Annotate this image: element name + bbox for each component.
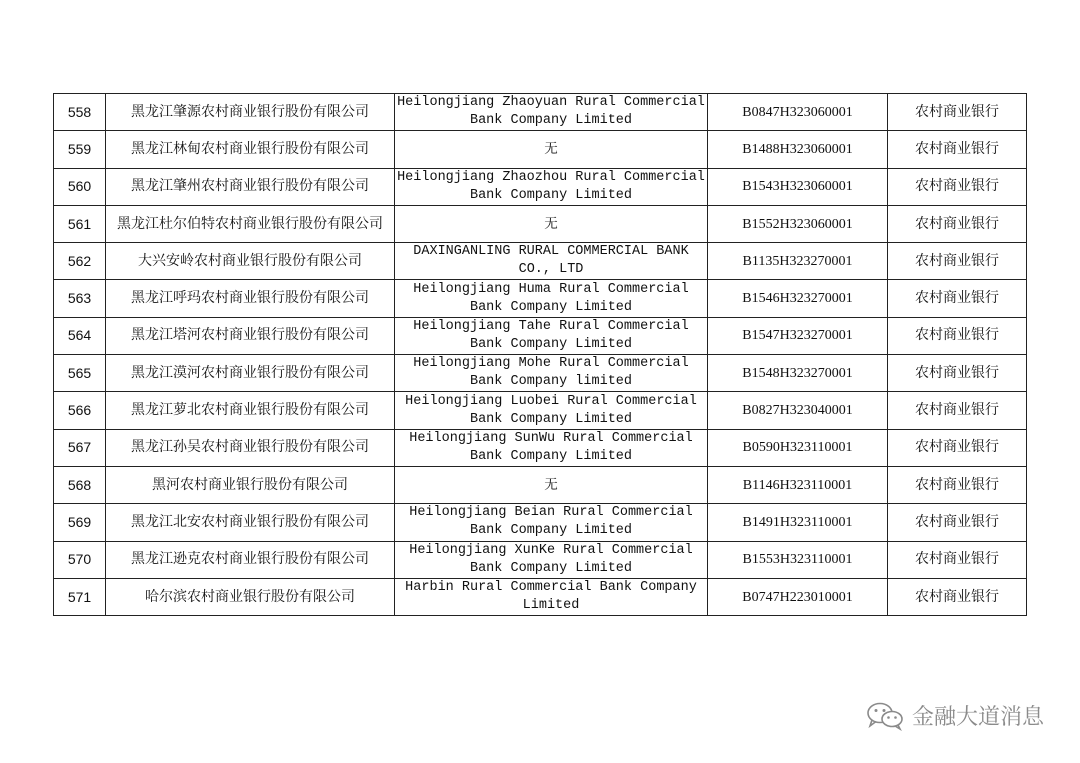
bank-list-table [53,93,1027,616]
english-name: Heilongjiang SunWu Rural Commercial Bank Company Limited [395,429,708,466]
institution-type: 农村商业银行 [888,205,1027,242]
institution-code: B1491H323110001 [708,504,888,541]
table-row [54,355,1027,392]
institution-type: 农村商业银行 [888,94,1027,131]
english-name: Heilongjiang Zhaoyuan Rural Commercial Bank Company Limited [395,94,708,131]
institution-type: 农村商业银行 [888,541,1027,578]
table-row [54,168,1027,205]
table-row [54,280,1027,317]
english-name: 无 [395,205,708,242]
watermark-text: 金融大道消息 [911,705,1044,730]
institution-type: 农村商业银行 [888,280,1027,317]
row-number: 560 [54,168,106,205]
table-row [54,131,1027,168]
institution-type: 农村商业银行 [888,466,1027,503]
wechat-icon [866,701,904,731]
chinese-name: 黑龙江林甸农村商业银行股份有限公司 [106,131,395,168]
english-name: Heilongjiang Mohe Rural Commercial Bank Company limited [395,355,708,392]
institution-code: B1552H323060001 [708,205,888,242]
english-name: Heilongjiang Huma Rural Commercial Bank Company Limited [395,280,708,317]
institution-type: 农村商业银行 [888,429,1027,466]
chinese-name: 黑龙江逊克农村商业银行股份有限公司 [106,541,395,578]
institution-code: B1146H323110001 [708,466,888,503]
row-number: 569 [54,504,106,541]
row-number: 562 [54,243,106,280]
english-name: Heilongjiang Beian Rural Commercial Bank Company Limited [395,504,708,541]
chinese-name: 哈尔滨农村商业银行股份有限公司 [106,578,395,615]
institution-code: B0747H223010001 [708,578,888,615]
chinese-name: 黑龙江漠河农村商业银行股份有限公司 [106,355,395,392]
english-name: 无 [395,131,708,168]
institution-type: 农村商业银行 [888,131,1027,168]
row-number: 570 [54,541,106,578]
table-row [54,392,1027,429]
english-name: 无 [395,466,708,503]
row-number: 563 [54,280,106,317]
chinese-name: 大兴安岭农村商业银行股份有限公司 [106,243,395,280]
row-number: 566 [54,392,106,429]
institution-type: 农村商业银行 [888,317,1027,354]
table-row [54,429,1027,466]
institution-code: B1488H323060001 [708,131,888,168]
table-row [54,205,1027,242]
english-name: Heilongjiang Luobei Rural Commercial Bank Company Limited [395,392,708,429]
chinese-name: 黑龙江北安农村商业银行股份有限公司 [106,504,395,541]
chinese-name: 黑河农村商业银行股份有限公司 [106,466,395,503]
table-row [54,541,1027,578]
row-number: 565 [54,355,106,392]
table-row [54,466,1027,503]
english-name: Heilongjiang Zhaozhou Rural Commercial Bank Company Limited [395,168,708,205]
chinese-name: 黑龙江肇源农村商业银行股份有限公司 [106,94,395,131]
row-number: 571 [54,578,106,615]
row-number: 568 [54,466,106,503]
watermark [866,700,1044,731]
row-number: 561 [54,205,106,242]
institution-code: B1547H323270001 [708,317,888,354]
table-row [54,243,1027,280]
chinese-name: 黑龙江肇州农村商业银行股份有限公司 [106,168,395,205]
institution-type: 农村商业银行 [888,504,1027,541]
institution-code: B0847H323060001 [708,94,888,131]
institution-type: 农村商业银行 [888,392,1027,429]
chinese-name: 黑龙江塔河农村商业银行股份有限公司 [106,317,395,354]
row-number: 558 [54,94,106,131]
row-number: 567 [54,429,106,466]
table-row [54,504,1027,541]
chinese-name: 黑龙江萝北农村商业银行股份有限公司 [106,392,395,429]
english-name: Heilongjiang XunKe Rural Commercial Bank Company Limited [395,541,708,578]
institution-type: 农村商业银行 [888,355,1027,392]
table-row [54,578,1027,615]
institution-code: B0590H323110001 [708,429,888,466]
institution-code: B0827H323040001 [708,392,888,429]
row-number: 564 [54,317,106,354]
english-name: Heilongjiang Tahe Rural Commercial Bank Company Limited [395,317,708,354]
english-name: DAXINGANLING RURAL COMMERCIAL BANK CO., LTD [395,243,708,280]
institution-code: B1553H323110001 [708,541,888,578]
chinese-name: 黑龙江孙吴农村商业银行股份有限公司 [106,429,395,466]
chinese-name: 黑龙江杜尔伯特农村商业银行股份有限公司 [106,205,395,242]
row-number: 559 [54,131,106,168]
institution-code: B1546H323270001 [708,280,888,317]
institution-type: 农村商业银行 [888,168,1027,205]
english-name: Harbin Rural Commercial Bank Company Limited [395,578,708,615]
institution-code: B1135H323270001 [708,243,888,280]
table-body [54,94,1027,616]
institution-type: 农村商业银行 [888,243,1027,280]
table-row [54,317,1027,354]
institution-type: 农村商业银行 [888,578,1027,615]
institution-code: B1543H323060001 [708,168,888,205]
table-row [54,94,1027,131]
institution-code: B1548H323270001 [708,355,888,392]
chinese-name: 黑龙江呼玛农村商业银行股份有限公司 [106,280,395,317]
